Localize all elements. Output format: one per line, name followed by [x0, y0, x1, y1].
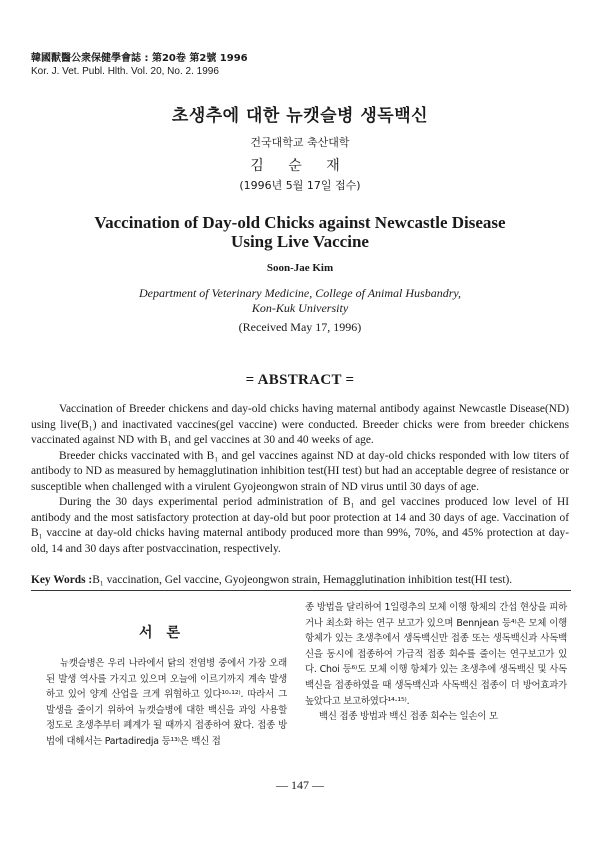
korean-affiliation: 건국대학교 축산대학 — [250, 136, 350, 149]
english-received-date: (Received May 17, 1996) — [238, 320, 362, 334]
english-title — [0, 213, 600, 251]
left-column — [46, 600, 287, 750]
english-title-line-2: Using Live Vaccine — [231, 232, 369, 251]
english-title-line-1: Vaccination of Day-old Chicks against Newcastle Disease — [94, 213, 506, 232]
keywords-line — [31, 573, 576, 588]
page-number: — 147 — — [276, 778, 324, 792]
department-line-1: Department of Veterinary Medicine, College of Animal Husbandry, — [138, 286, 462, 300]
abstract-paragraph-3: During the 30 days experimental period administration of B₁ and gel vaccines produced low level of HI antibody and the most satisfactory protection at day-old but poor protection at 14 and 30 days of age. Vaccination of B₁ vaccine at day-old chicks having maternal antibody produced more than 99%, 70%, and 45% protection at day-old, 14 and 30 days after postvaccination, respectively. — [31, 496, 569, 555]
journal-header — [31, 52, 248, 78]
english-author: Soon-Jae Kim — [266, 262, 334, 274]
introduction-paragraph-right-2: 백신 접종 방법과 백신 접종 회수는 일손이 모 — [319, 711, 498, 723]
abstract-paragraph-1: Vaccination of Breeder chickens and day-old chicks having maternal antibody against Newcastle Disease(ND) using live(B₁) and inactivated vaccines(gel vaccine) were conducted. Breeder chicks were from breeder chickens vaccinated against ND with B₁ and gel vaccines at 30 and 40 weeks of age. — [31, 403, 569, 446]
introduction-paragraph-right-1: 종 방법을 달리하여 1일령추의 모체 이행 항체의 간섭 현상을 피하거나 최소화 하는 연구 보고가 있으며 Bennjean 등⁴⁾은 모체 이행 항체가 있는 초생추에서 생독백신만 접종 또는 생독백신과 사독백신을 동시에 접종하여 가급적 접종 회수를 줄이는 연구보고가 있다. Choi 등⁶⁾도 모체 이행 항체가 있는 초생추에 생독백신 및 사독백신을 접종하였을 때 생독백신과 사독백신 접종이 더 방어효과가 높았다고 보고하였다¹⁴·¹⁵⁾. — [305, 602, 567, 707]
keywords-divider — [31, 590, 571, 591]
journal-citation-korean: 韓國獸醫公衆保健學會誌 : 第20卷 第2號 1996 — [31, 53, 248, 64]
korean-title: 초생추에 대한 뉴캣슬병 생독백신 — [171, 106, 429, 126]
english-department — [0, 286, 600, 316]
right-column — [305, 600, 567, 725]
abstract-heading: = ABSTRACT = — [245, 372, 355, 388]
keywords-label: Key Words : — [31, 574, 93, 586]
keywords-text: B₁ vaccination, Gel vaccine, Gyojeongwon strain, Hemagglutination inhibition test(HI test). — [92, 574, 513, 586]
abstract-body — [31, 402, 569, 557]
department-line-2: Kon-Kuk University — [251, 301, 349, 315]
abstract-paragraph-2: Breeder chicks vaccinated with B₁ and gel vaccines against ND at day-old chicks responded with low titers of antibody to ND as measured by hemagglutination inhibition test(HI test) but had an acceptable degree of resistance or susceptible when challenged with a virulent Gyojeongwon strain of ND virus until 30 days of age. — [31, 449, 569, 493]
korean-received-date: (1996년 5월 17일 접수) — [239, 179, 361, 192]
introduction-heading: 서론 — [138, 625, 195, 641]
korean-author: 김 순 재 — [250, 158, 350, 174]
journal-citation-english: Kor. J. Vet. Publ. Hlth. Vol. 20, No. 2. 1996 — [31, 66, 219, 77]
introduction-paragraph-left: 뉴캣슬병은 우리 나라에서 닭의 전염병 중에서 가장 오래된 발생 역사를 가지고 있으며 오늘에 이르기까지 계속 발생하고 있어 양계 산업을 크게 위협하고 있다¹⁰·¹²⁾. 따라서 그 발생을 줄이기 위하여 뉴캣슬병에 대한 백신을 과잉 사용할 정도로 초생추부터 폐계가 될 때까지 접종하여 왔다. 접종 방법에 대해서는 Partadiredja 등¹³⁾은 백신 접 — [46, 658, 287, 747]
